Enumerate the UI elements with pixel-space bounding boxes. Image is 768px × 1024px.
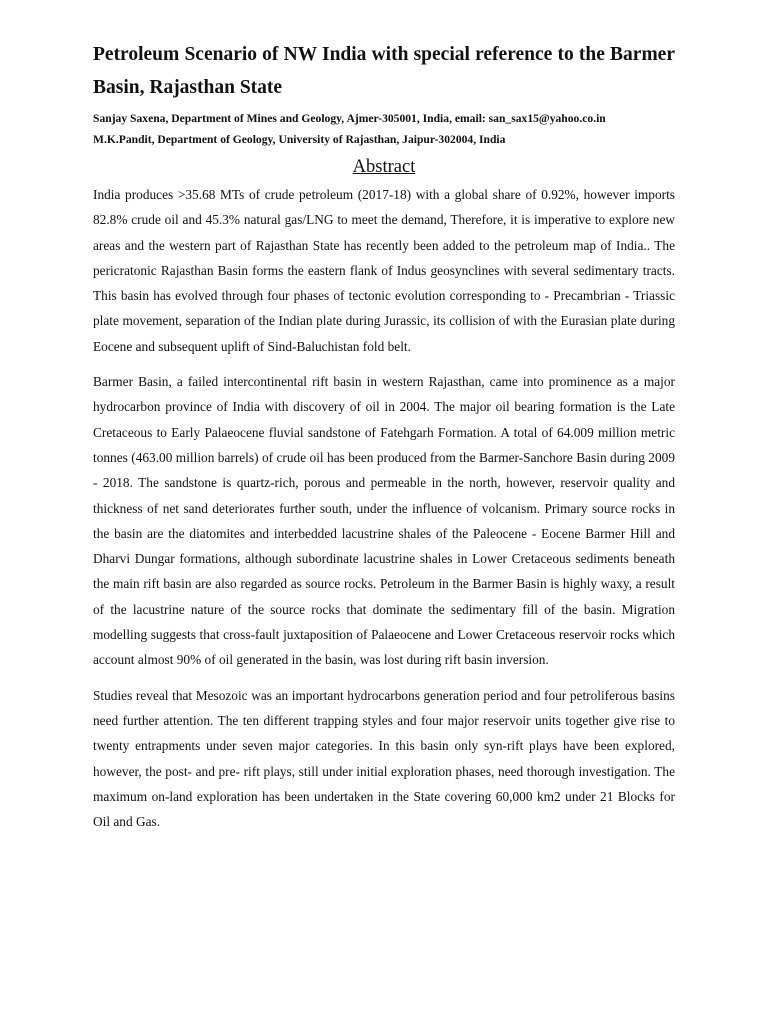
abstract-paragraph-3: Studies reveal that Mesozoic was an important hydrocarbons generation period and four petroliferous basins need further attention. The ten different trapping styles and four major reservoir units together give rise to twenty entrapments under seven major categories. In this basin only syn-rift plays have been explored, however, the post- and pre- rift plays, still under initial exploration phases, need thorough investigation. The maximum on-land exploration has been undertaken in the State covering 60,000 km2 under 21 Blocks for Oil and Gas. (93, 687, 675, 830)
abstract-body (93, 182, 675, 834)
abstract-paragraph-2: Barmer Basin, a failed intercontinental rift basin in western Rajasthan, came into prominence as a major hydrocarbon province of India with discovery of oil in 2004. The major oil bearing formation is the Late Cretaceous to Early Palaeocene fluvial sandstone of Fatehgarh Formation. A total of 64.009 million metric tonnes (463.00 million barrels) of crude oil has been produced from the Barmer-Sanchore Basin during 2009 - 2018. The sandstone is quartz-rich, porous and permeable in the north, however, reservoir quality and thickness of net sand deteriorates further south, under the influence of volcanism. Primary source rocks in the basin are the diatomites and interbedded lacustrine shales of the Paleocene - Eocene Barmer Hill and Dharvi Dungar formations, although subordinate lacustrine shales in Lower Cretaceous sediments beneath the main rift basin are also regarded as source rocks. Petroleum in the Barmer Basin is highly waxy, a result of the lacustrine nature of the source rocks that dominate the sedimentary fill of the basin. Migration modelling suggests that cross-fault juxtaposition of Palaeocene and Lower Cretaceous reservoir rocks which account almost 90% of oil generated in the basin, was lost during rift basin inversion. (93, 374, 675, 668)
author-block (93, 108, 675, 150)
abstract-heading: Abstract (352, 157, 416, 177)
document-page (93, 38, 675, 844)
abstract-paragraph-1: India produces >35.68 MTs of crude petroleum (2017-18) with a global share of 0.92%, however imports 82.8% crude oil and 45.3% natural gas/LNG to meet the demand, Therefore, it is imperative to explore new areas and the western part of Rajasthan State has recently been added to the petroleum map of India.. The pericratonic Rajasthan Basin forms the eastern flank of Indus geosynclines with several sedimentary tracts. This basin has evolved through four phases of tectonic evolution corresponding to - Precambrian - Triassic plate movement, separation of the Indian plate during Jurassic, its collision of with the Eurasian plate during Eocene and subsequent uplift of Sind-Baluchistan fold belt. (93, 187, 675, 354)
author-line-2: M.K.Pandit, Department of Geology, University of Rajasthan, Jaipur-302004, India (93, 133, 506, 146)
paper-title: Petroleum Scenario of NW India with special reference to the Barmer Basin, Rajasthan State (93, 44, 675, 98)
author-line-1: Sanjay Saxena, Department of Mines and Geology, Ajmer-305001, India, email: san_sax15@yahoo.co.in (93, 112, 606, 125)
